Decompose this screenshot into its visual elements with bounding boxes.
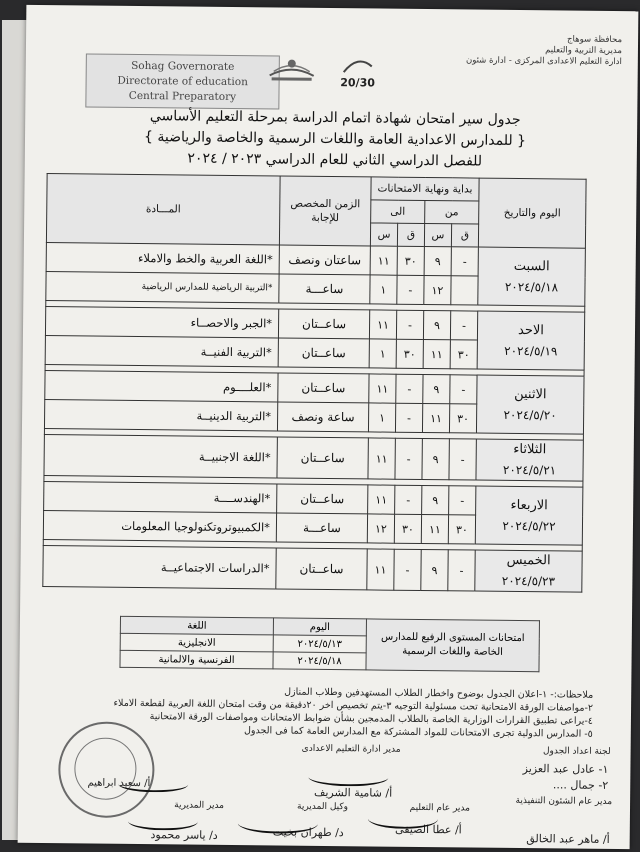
day-name: الخميس — [506, 552, 551, 569]
notes-section — [59, 683, 594, 741]
header-from: من — [425, 201, 479, 225]
from-s-cell: ٩ — [423, 374, 450, 403]
subject-cell: *الهندســــة — [44, 482, 277, 513]
header-from-q: ق — [451, 224, 478, 247]
day-cell — [478, 247, 586, 306]
note-4: ٥- المدارس الدولية تجرى الامتحانات للمواد المشتركة مع المدارس العامة كما فى الجدول — [243, 725, 593, 740]
day-name: الاثنين — [514, 386, 547, 402]
english-header-line-1: Sohag Governorate — [131, 59, 235, 73]
lang-row-1-lang: الانجليزية — [120, 633, 273, 652]
lang-row-2-lang: الفرنسية والالمانية — [120, 650, 273, 669]
to-q-cell: - — [397, 275, 424, 304]
duration-cell: ساعــتان — [278, 309, 369, 339]
to-q-cell: - — [395, 438, 422, 479]
to-s-cell: ١ — [369, 339, 396, 368]
gm-edu-name: أ/ عطا الصيفى — [395, 822, 462, 837]
duration-cell: ساعة ونصف — [277, 402, 368, 432]
exec-affairs-name: أ/ ماهر عبد الخالق — [526, 832, 610, 846]
to-s-cell: ١١ — [369, 374, 396, 403]
duration-cell: ساعــتان — [278, 338, 369, 368]
director-name: د/ ياسر محمود — [150, 828, 218, 842]
from-q-cell — [451, 276, 478, 305]
from-s-cell: ٩ — [423, 310, 450, 339]
affairs-head-name: أ/ سعيد ابراهيم — [87, 777, 151, 790]
subject-cell: *العلــــوم — [45, 371, 278, 402]
from-q-cell: - — [450, 311, 477, 340]
day-cell — [476, 439, 583, 481]
day-date: ٢٠٢٤/٥/٢٢ — [502, 518, 556, 533]
duration-cell: ساعــتان — [276, 548, 367, 590]
to-s-cell: ١١ — [368, 485, 395, 514]
to-q-cell: ٣٠ — [396, 339, 423, 368]
header-to: الى — [371, 200, 425, 224]
arabic-header-line-1: محافظة سوهاج — [567, 34, 623, 46]
header-start-end: بداية ونهاية الامتحانات — [371, 177, 479, 201]
from-q-cell: - — [449, 486, 476, 515]
day-name: الثلاثاء — [513, 441, 547, 458]
title-line-3: للفصل الدراسي الثاني للعام الدراسي ٢٠٢٣ / ٢٠٢٤ — [187, 150, 483, 170]
deputy-name: د/ طهران بخيت — [272, 825, 344, 840]
english-header — [85, 53, 280, 109]
duration-cell: ساعـــة — [276, 513, 367, 543]
arabic-header-line-3: ادارة التعليم الاعدادى المركزى - ادارة شئون — [465, 55, 622, 68]
day-name: الاربعاء — [510, 497, 548, 513]
to-s-cell: ١٢ — [367, 514, 394, 543]
committee-title: لجنة اعداد الجدول — [542, 746, 611, 757]
language-exams-table — [119, 616, 540, 672]
table-row — [43, 546, 582, 593]
subject-cell: *التربية الفنيــة — [45, 336, 278, 367]
from-q-cell: - — [451, 247, 478, 276]
from-s-cell: ١١ — [421, 514, 448, 543]
from-q-cell: ٣٠ — [450, 340, 477, 369]
duration-cell: ساعـــة — [279, 274, 370, 304]
subject-cell: *التربية الدينيــة — [44, 400, 277, 431]
director-prep-name: أ/ شامية الشريف — [313, 785, 393, 800]
header-duration: الزمن المخصص للإجابة — [279, 176, 371, 246]
duration-cell: ساعــتان — [278, 373, 369, 403]
committee-member-1: ١- عادل عبد العزيز — [522, 762, 609, 776]
note-2: ٢-مواصفات الورقة الامتحانية تحت مسئولية التوجيه ٣-يتم تخصيص اخر ٢٠دقيقة من وقت امتحان اللغة العربية لقطعة الاملاء — [113, 697, 594, 714]
day-cell — [476, 375, 584, 434]
schedule-body — [43, 243, 586, 593]
document-title — [65, 105, 606, 174]
day-date: ٢٠٢٤/٥/٢٠ — [503, 407, 557, 422]
lang-row-1-day: ٢٠٢٤/٥/١٣ — [273, 635, 366, 653]
exam-schedule-table — [42, 173, 586, 593]
to-q-cell: ٣٠ — [394, 514, 421, 543]
subject-cell: *الدراسات الاجتماعيــة — [43, 546, 276, 589]
subject-cell: *الجبر والاحصــاء — [45, 307, 278, 338]
from-s-cell: ١١ — [423, 339, 450, 368]
day-name: الاحد — [517, 322, 545, 338]
note-3: ٤-يراعى تطبيق القرارات الوزارية الخاصة بالطلاب المدمجين بشأن ضوابط الامتحانات ومواصفات الورقة الامتحانية — [149, 711, 593, 727]
from-q-cell: - — [449, 439, 476, 480]
subject-cell: *اللغة الاجنبيــة — [44, 435, 277, 478]
day-cell — [477, 311, 585, 370]
lang-header-lang: اللغة — [120, 616, 273, 635]
to-s-cell: ١١ — [369, 310, 396, 339]
to-q-cell: - — [394, 549, 421, 590]
from-s-cell: ١١ — [422, 403, 449, 432]
arabic-header-line-2: مديرية التربية والتعليم — [545, 45, 623, 57]
exam-schedule-document — [18, 5, 639, 849]
to-s-cell: ١ — [370, 275, 397, 304]
to-q-cell: - — [396, 374, 423, 403]
official-stamp — [58, 721, 155, 818]
day-date: ٢٠٢٤/٥/٢١ — [502, 462, 557, 478]
day-date: ٢٠٢٤/٥/١٩ — [504, 343, 558, 358]
title-line-2: { للمدارس الاعدادية العامة واللغات الرسمية والخاصة والرياضية } — [143, 129, 527, 150]
note-1: ملاحظات:- ١-اعلان الجدول بوضوح واخطار الطلاب المستهدفين وطلاب المنازل — [284, 686, 594, 701]
duration-cell: ساعــتان — [277, 437, 368, 479]
header-to-s: س — [370, 223, 397, 246]
signature-scribble — [128, 812, 198, 831]
english-header-line-3: Central Preparatory — [128, 89, 237, 104]
gm-edu-title: مدير عام التعليم — [409, 802, 471, 814]
day-cell — [475, 486, 583, 545]
vision-label: 20/30 — [340, 76, 375, 90]
from-s-cell: ٩ — [422, 438, 449, 479]
day-date: ٢٠٢٤/٥/١٨ — [504, 279, 559, 294]
director-title: مدير المديرية — [174, 800, 225, 811]
day-date: ٢٠٢٤/٥/٢٣ — [501, 573, 556, 589]
book-emblem-icon — [266, 53, 318, 84]
duration-cell: ساعتان ونصف — [279, 245, 370, 275]
vision-swoosh-icon — [338, 52, 378, 78]
from-q-cell: ٣٠ — [449, 404, 476, 433]
day-name: السبت — [513, 258, 550, 274]
subject-cell: *اللغة العربية والخط والاملاء — [46, 243, 279, 274]
header-from-s: س — [424, 224, 451, 247]
director-prep-title: مدير ادارة التعليم الاعدادى — [301, 743, 401, 755]
english-header-line-2: Directorate of education — [117, 74, 248, 89]
from-q-cell: - — [450, 375, 477, 404]
subject-cell: *التربية الرياضية للمدارس الرياضية — [46, 272, 279, 303]
from-s-cell: ٩ — [421, 549, 448, 590]
from-s-cell: ١٢ — [424, 275, 451, 304]
to-s-cell: ١١ — [367, 549, 394, 590]
lang-row-2-day: ٢٠٢٤/٥/١٨ — [273, 652, 366, 670]
to-s-cell: ١ — [368, 403, 395, 432]
to-s-cell: ١١ — [368, 438, 395, 479]
subject-cell: *الكمبيوتروتكنولوجيا المعلومات — [43, 511, 276, 542]
to-q-cell: - — [395, 403, 422, 432]
to-q-cell: - — [396, 310, 423, 339]
arabic-header — [382, 33, 622, 69]
signature-scribble — [308, 768, 388, 787]
vision-2030-logo — [338, 52, 378, 92]
to-q-cell: ٣٠ — [397, 246, 424, 275]
signature-scribble — [238, 813, 318, 834]
table-row — [44, 435, 583, 482]
lang-header-day: اليوم — [273, 618, 366, 636]
to-s-cell: ١١ — [370, 246, 397, 275]
from-q-cell: ٣٠ — [448, 515, 475, 544]
signature-scribble — [368, 808, 438, 829]
language-exams-label: امتحانات المستوى الرفيع للمدارس الخاصة واللغات الرسمية — [366, 619, 540, 672]
exec-affairs-title: مدير عام الشئون التنفيذية — [515, 795, 613, 807]
header-day: اليوم والتاريخ — [478, 178, 586, 248]
duration-cell: ساعــتان — [277, 484, 368, 514]
from-s-cell: ٩ — [424, 246, 451, 275]
from-s-cell: ٩ — [422, 485, 449, 514]
deputy-title: وكيل المديرية — [296, 801, 349, 813]
header-to-q: ق — [397, 223, 424, 246]
from-q-cell: - — [448, 550, 475, 591]
to-q-cell: - — [395, 485, 422, 514]
title-line-1: جدول سير امتحان شهادة اتمام الدراسة بمرحلة التعليم الأساسي — [149, 108, 521, 128]
header-subject: المـــادة — [46, 174, 280, 245]
committee-member-2: ٢- جمال .... — [552, 778, 609, 792]
day-cell — [475, 550, 582, 592]
